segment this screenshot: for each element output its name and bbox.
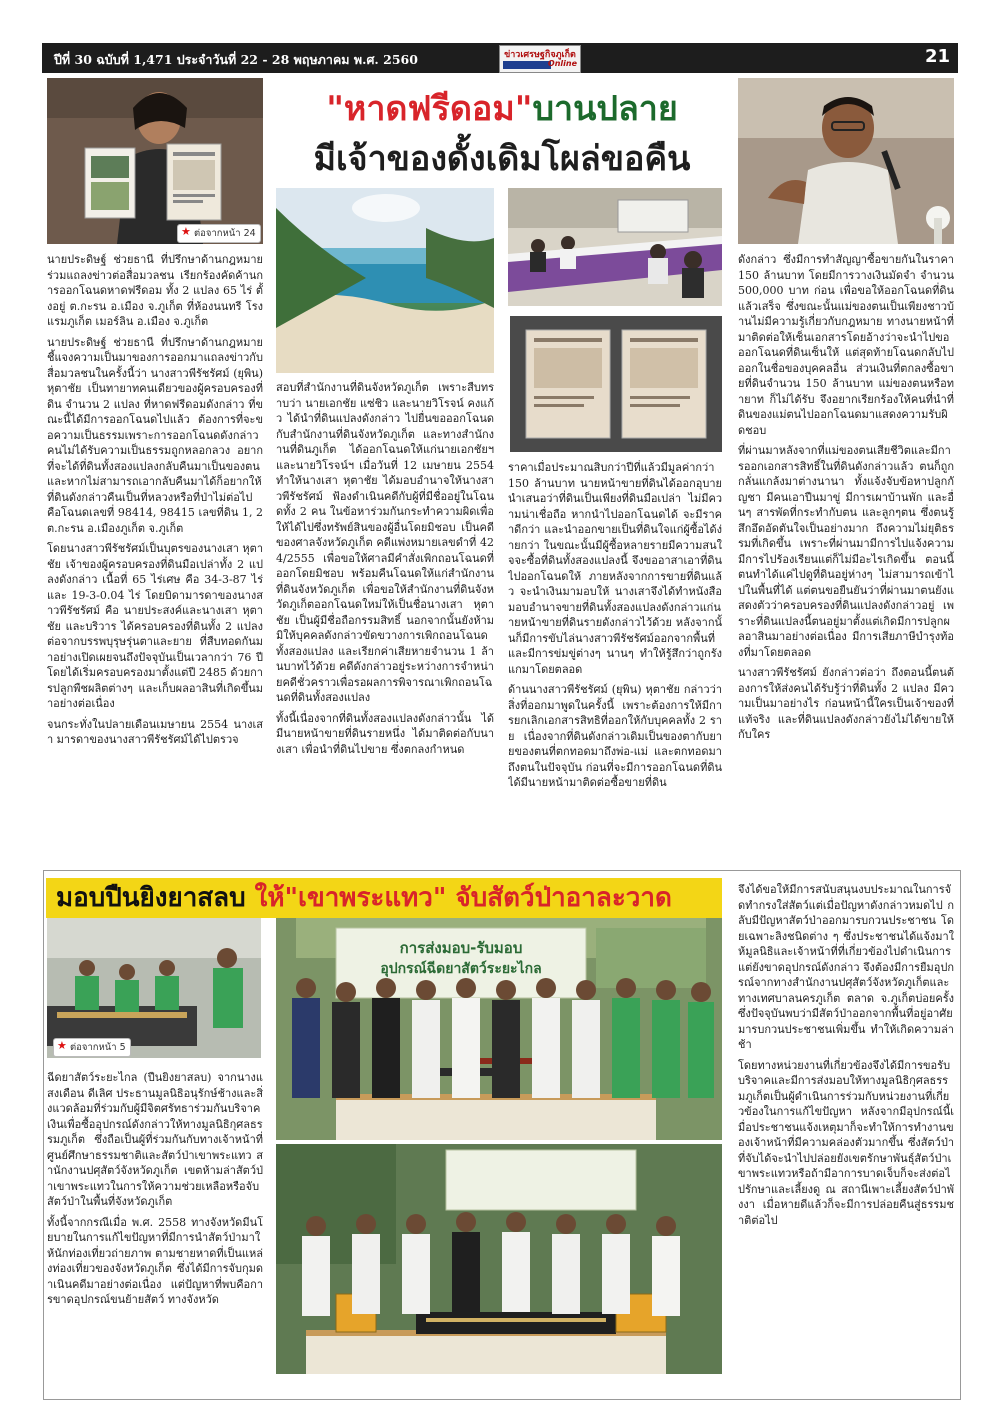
headline-part: มอบปืนยิงยาสลบ — [56, 883, 246, 913]
logo-text: ข่าวเศรษฐกิจภูเก็ต — [504, 50, 576, 60]
star-icon: ★ — [57, 1039, 67, 1052]
photo-handover-ceremony-1 — [276, 918, 722, 1140]
paragraph: ทั้งนี้เนื่องจากที่ดินทั้งสองแปลงดังกล่าวนั้น ได้มีนายหน้าขายที่ดินรายหนึ่ง ได้มาติดต่อกับนางเสา เพื่อนำที่ดินไปขาย ซึ่งตกลงกำหนด — [276, 711, 494, 756]
photo-staff-with-equipment — [47, 918, 261, 1058]
photo-beach — [276, 188, 494, 373]
star-icon: ★ — [181, 225, 191, 238]
article2-column-2 — [738, 882, 954, 1390]
article1-column-3 — [508, 460, 722, 864]
paragraph: ทั้งนี้จากกรณีเมื่อ พ.ศ. 2558 ทางจังหวัดมีนโยบายในการแก้ไขปัญหาที่มีการนำสัตว์ป่ามาให้นักท่องเที่ยวถ่ายภาพ ตามชายหาดที่เป็นแหล่งท่องเที่ยวของจังหวัดภูเก็ต ซึ่งได้มีการจับกุมดำเนินคดีมาอย่างต่อเนื่อง แต่ปัญหาที่พบคือการขาดอุปกรณ์ขนย้ายสัตว์ ทางจังหวัด — [47, 1215, 263, 1306]
photo-man-speaking — [738, 78, 954, 244]
headline-line-1 — [276, 88, 728, 130]
article1-column-4 — [738, 252, 954, 864]
headline-part: จับสัตว์ป่าอาละวาด — [455, 883, 672, 913]
paragraph: นายประดิษฐ์ ช่วยธานี ที่ปรึกษาด้านกฎหมาย ชี้แจงความเป็นมาของการออกมาแถลงข่าวกับสื่อมวลชนในครั้งนี้ว่า นางสาวพีรัชรัศม์ (ยุพิน) หุตาชัย เป็นทายาทคนเดียวของผู้ครอบครองที่ดิน จำนวน 2 แปลง ที่หาดฟรีดอมดังกล่าว ที่ขณะนี้ได้มีการออกโฉนดไปแล้ว ต้องการที่จะขอความเป็นธรรมเพราะการออกโฉนดดังกล่าวคนไม่ได้รับความเป็นธรรมถูกหลอกลวง อยากที่จะได้ที่ดินทั้งสองแปลงกลับคืนมาเป็นของตนและหากไม่สามารถเอากลับคืนมาได้ก็อยากให้ที่ดินดังกล่าวคืนเป็นที่หลวงหรือที่ป่าไม่ต่อไป คือโฉนดเลขที่ 98414, 98415 เลขที่ดิน 1, 2 ต.กะรน อ.เมืองภูเก็ต จ.ภูเก็ต — [47, 335, 263, 535]
photo-handover-ceremony-2 — [276, 1144, 722, 1374]
paragraph: จึงได้ขอให้มีการสนับสนุนงบประมาณในการจัดทำกรงใส่สัตว์แต่เมื่อปัญหาดังกล่าวหมดไป กลับมีปัญหาสัตว์ป่าออกมารบกวนประชาชน โดยเฉพาะลิงชนิดต่าง ๆ ซึ่งประชาชนได้แจ้งมาให้มูลนิธิและเจ้าหน้าที่ที่เกี่ยวข้องไปดำเนินการ แต่ยังขาดอุปกรณ์ดังกล่าว จึงต้องมีการยืมอุปกรณ์จากทางสำนักงานปศุสัตว์จังหวัดภูเก็ตและทางเทศบาลนครภูเก็ต ตลาด จ.ภูเก็ตบ่อยครั้ง ซึ่งปัจจุบันพบว่ามีสัตว์ป่าออกจากพื้นที่อยู่อาศัยมารบกวนประชาชนเพิ่มขึ้น ทำให้เกิดความล่าช้า — [738, 883, 954, 1051]
headline-part: ให้"เขาพระแทว" — [254, 883, 447, 913]
banner-text: อุปกรณ์ฉีดยาสัตว์ระยะไกล — [380, 961, 542, 977]
badge-text: ต่อจากหน้า 5 — [70, 1042, 126, 1053]
paragraph: นายประดิษฐ์ ช่วยธานี ที่ปรึกษาด้านกฎหมาย ร่วมแถลงข่าวต่อสื่อมวลชน เรียกร้องคัดค้านการออกโฉนดหาดฟรีดอม ทั้ง 2 แปลง 65 ไร่ ตั้งอยู่ ต.กะรน อ.เมือง จ.ภูเก็ต ที่ห้องนนทรี โรงแรมภูเก็ต เมอร์ลิน อ.เมือง จ.ภูเก็ต — [47, 253, 263, 328]
paragraph: โดยนางสาวพีรัชรัศม์เป็นบุตรของนางเสา หุตาชัย เจ้าของผู้ครอบครองที่ดินมือเปล่าทั้ง 2 แปลงดังกล่าว เนื้อที่ 65 ไร่เศษ คือ 34-3-87 ไร่ และ 19-3-0.04 ไร่ โดยบิดามารดาของนางสาวพีรัชรัศม์ คือ นายประสงค์และนางเสา หุตาชัย และบริวาร ได้ครอบครองที่ดินทั้ง 2 แปลงต่อจากบรรพบุรุษรุ่นตาและยาย ที่สืบทอดกันมาอย่างเปิดเผยจนถึงปัจจุบันเป็นเวลากว่า 76 ปี โดยได้เริ่มครอบครองมาตั้งแต่ปี 2485 ด้วยการปลูกพืชผลิตต่างๆ และเก็บผลอาสินที่เกิดขึ้นมาอย่างต่อเนื่อง — [47, 542, 263, 710]
banner-text: การส่งมอบ-รับมอบ — [399, 939, 523, 957]
headline-rest: บานปลาย — [532, 89, 678, 129]
headline-line-2: มีเจ้าของดั้งเดิมโผล่ขอคืน — [313, 139, 691, 179]
article1-column-1 — [47, 252, 263, 864]
issue-info: ปีที่ 30 ฉบับที่ 1,471 ประจำวันที่ 22 - 28 พฤษภาคม พ.ศ. 2560 — [54, 52, 418, 67]
page-number: 21 — [924, 46, 950, 67]
photo-woman-with-documents — [47, 78, 263, 244]
newspaper-logo — [499, 45, 581, 73]
page-header — [42, 43, 958, 73]
continued-from-badge — [53, 1038, 131, 1057]
paragraph: นางสาวพีรัชรัศม์ ยังกล่าวต่อว่า ถึงตอนนี้ตนต้องการให้ส่งคนได้รับรู้ว่าที่ดินทั้ง 2 แปลง มีความเป็นมาอย่างไร ก่อนหน้านี้ใครเป็นเจ้าของที่แท้จริง และที่ดินแปลงดังกล่าวยังไม่ได้ขายให้กับใคร — [738, 666, 954, 741]
article2-headline — [56, 881, 672, 915]
paragraph: โดยทางหน่วยงานที่เกี่ยวข้องจึงได้มีการขอรับบริจาคและมีการส่งมอบให้ทางมูลนิธิกุศลธรรมภูเก็ตเป็นผู้ดำเนินการร่วมกับหน่วยงานที่เกี่ยวข้องในการแก้ไขปัญหา หลังจากมีอุปกรณ์นี้เมื่อประชาชนแจ้งเหตุมาก็จะทำให้การทำงานของเจ้าหน้าที่มีความคล่องตัวมากขึ้น ซึ่งสัตว์ป่าที่จับได้จะนำไปปล่อยยังเขตรักษาพันธุ์สัตว์ป่าเขาพระแทวหรือถ้ามีอาการบาดเจ็บก็จะส่งต่อไปรักษาและเลี้ยงดู ณ สถานีเพาะเลี้ยงสัตว์ป่าพังงา เมื่อหายดีแล้วก็จะมีการปล่อยคืนสู่ธรรมชาติต่อไป — [738, 1058, 954, 1227]
paragraph: ด้านนางสาวพีรัชรัศม์ (ยุพิน) หุตาชัย กล่าวว่า สิ่งที่ออกมาพูดในครั้งนี้ เพราะต้องการให้มีการยกเลิกเอกสารสิทธิที่ออกให้กับบุคคลทั้ง 2 ราย เนื่องจากที่ดินดังกล่าวเดิมเป็นของตากับยายของตนที่ตกทอดมาถึงพ่อ-แม่ และตกทอดมาถึงตนในปัจจุบัน ก่อนที่จะมีการออกโฉนดที่ดิน ได้มีนายหน้ามาติดต่อซื้อขายที่ดิน — [508, 683, 722, 789]
logo-subtext: Online — [547, 59, 577, 68]
paragraph: ฉีดยาสัตว์ระยะไกล (ปืนยิงยาสลบ) จากนางแสงเดือน ดีเลิศ ประธานมูลนิธิอนุรักษ์ช้างและสิ่งแวดล้อมที่ร่วมกับผู้มีจิตศรัทธาร่วมกันบริจาคเงินเพื่อซื้ออุปกรณ์ดังกล่าวให้ทางมูลนิธิกุศลธรรมภูเก็ต ซึ่งถือเป็นผู้ที่ร่วมกันกับทางเจ้าหน้าที่ศูนย์ศึกษาธรรมชาติและสัตว์ป่าเขาพระแทว สำนักงานปศุสัตว์จังหวัดภูเก็ต เขตห้ามล่าสัตว์ป่าเขาพระแทวในการให้ความช่วยเหลือหรือจับสัตว์ป่าในพื้นที่จังหวัดภูเก็ต — [47, 1071, 263, 1208]
logo-bar — [503, 61, 551, 69]
paragraph: ที่ผ่านมาหลังจากที่แม่ของตนเสียชีวิตและมีการออกเอกสารสิทธิ์ในที่ดินดังกล่าวแล้ว ตนก็ถูกกลั่นแกล้งมาต่างนานา ทั้งแจ้งจับข้อหาปลูกกัญชา มีคนเอาปืนมาขู่ มีการเผาบ้านพัก และอื่นๆ สารพัดที่กระทำกับตน และลูกๆตน ซึ่งตนรู้สึกอึดอัดตันใจเป็นอย่างมาก ถึงความไม่ยุติธรรมที่เกิดขึ้น เพราะที่ผ่านมามีการไปแจ้งความ มีการไปร้องเรียนแต่ก็ไม่มีอะไรเกิดขึ้น ตอนนี้ตนทำได้แค่ไปดูที่ดินอยู่ห่างๆ ไม่สามารถเข้าไปในพื้นที่ได้ แต่ตนขอยืนยันว่าที่ผ่านมาตนยังแสดงตัวว่าครอบครองที่ดินแปลงดังกล่าวอยู่ เพราะที่ดินแปลงนี้ตนอยู่มาตั้งแต่เกิดมีการปลูกผลอาสินมาอย่างต่อเนื่อง มีการเสียภาษีบำรุงท้องที่มาโดยตลอด — [738, 444, 954, 659]
headline-quoted: "หาดฟรีดอม" — [326, 89, 533, 129]
photo-land-documents — [510, 316, 722, 452]
continued-from-badge — [177, 224, 261, 243]
paragraph: ดังกล่าว ซึ่งมีการทำสัญญาซื้อขายกันในราคา 150 ล้านบาท โดยมีการวางเงินมัดจำ จำนวน 500,000 บาท ก่อน เพื่อขอให้ออกโฉนดที่ดินแล้วเสร็จ ซึ่งขณะนั้นแม่ของตนเป็นเพียงชาวบ้านไม่มีความรู้เกี่ยวกับกฎหมาย ทางนายหน้าที่มาติดต่อให้เซ็นเอกสารโดยอ้างว่าจะนำไปขอออกโฉนดที่ดินเซ็นให้ แต่สุดท้ายโฉนดกลับไปออกในชื่อของบุคคลอื่น ส่วนเงินที่ตกลงซื้อขายที่ดินจำนวน 150 ล้านบาท แม่ของตนหรือทายาท ก็ไม่ได้รับ จึงอยากเรียกร้องให้คนที่นำที่ดินของแม่ตนไปออกโฉนดมาแสดงความรับผิดชอบ — [738, 253, 954, 437]
badge-text: ต่อจากหน้า 24 — [194, 228, 256, 239]
paragraph: ราคาเมื่อประมาณสิบกว่าปีที่แล้วมีมูลค่ากว่า 150 ล้านบาท นายหน้าขายที่ดินได้ออกอุบายนำเสนอว่าที่ดินเป็นเพียงที่ดินมือเปล่า ไม่มีความน่าเชื่อถือ หากนำไปออกโฉนดได้ จะมีราคาดีกว่า และนำออกขายเป็นที่ดินใจแก่ผู้ซื้อได้ง่ายกว่า ในขณะนั้นมีผู้ซื้อหลายรายมีความสนใจจะซื้อที่ดินทั้งสองแปลงนี้ จึงขออาสาเอาที่ดินไปออกโฉนดให้ ภายหลังจากการขายที่ดินแล้ว จะนำเงินมามอบให้ นางเสาจึงได้ทำหนังสือมอบอำนาจขายที่ดินทั้งสองแปลงดังกล่าวแก่นายหน้าขายที่ดินรายดังกล่าวไว้ด้วย หลังจากนั้นก็มีการขับไล่นางสาวพีรัชรัศม์ออกจากพื้นที่ และมีการข่มขู่ต่างๆ นานๆ ทำให้รู้สึกว่าถูกรังแกมาโดยตลอด — [508, 461, 722, 676]
photo-meeting-room — [508, 188, 722, 306]
article1-column-2 — [276, 380, 494, 864]
article2-column-1 — [47, 1070, 263, 1390]
article2-headline-band — [46, 878, 722, 918]
paragraph: จนกระทั่งในปลายเดือนเมษายน 2554 นางเสา มารดาของนางสาวพีรัชรัศม์ได้ไปตรวจ — [47, 717, 263, 746]
paragraph: สอบที่สำนักงานที่ดินจังหวัดภูเก็ต เพราะสืบทราบว่า นายเอกชัย แซ่ชิว และนายวิโรจน์ คงแก้ว ได้นำที่ดินแปลงดังกล่าว ไปยื่นขอออกโฉนดกับสำนักงานที่ดินจังหวัดภูเก็ต และทางสำนักงานที่ดินภูเก็ต ได้ออกโฉนดให้แก่นายเอกชัยฯ และนายวิโรจน์ฯ เมื่อวันที่ 12 เมษายน 2554 ทำให้นางเสา หุตาชัย ได้มอบอำนาจให้นางสาวพีรัชรัศม์ ฟ้องดำเนินคดีกับผู้ที่มีชื่ออยู่ในโฉนดทั้ง 2 คน ในข้อหาร่วมกันกระทำความผิดเพื่อให้ได้ไปซึ่งทรัพย์สินของผู้อื่นโดยมิชอบ เป็นคดีของศาลจังหวัดภูเก็ต คดีแพ่งหมายเลขดำที่ 424/2555 เพื่อขอให้ศาลมีคำสั่งเพิกถอนโฉนดที่ออกโดยมิชอบ พร้อมคืนโฉนดให้แก่สำนักงานที่ดินจังหวัดภูเก็ต เพื่อขอให้สำนักงานที่ดินจังหวัดภูเก็ตออกโฉนดใหม่ให้เป็นชื่อนางเสา หุตาชัย เป็นผู้มีชื่อถือกรรมสิทธิ์ นอกจากนั้นยังห้ามมิให้บุคคลดังกล่าวขัดขวางการเพิกถอนโฉนดทั้งสองแปลง และเรียกค่าเสียหายจำนวน 1 ล้านบาทไว้ด้วย คดีดังกล่าวอยู่ระหว่างการจำหน่ายคดีชั่วคราวเพื่อรอผลการพิจารณาเพิกถอนโฉนดที่ดินทั้งสองแปลง — [276, 381, 494, 704]
